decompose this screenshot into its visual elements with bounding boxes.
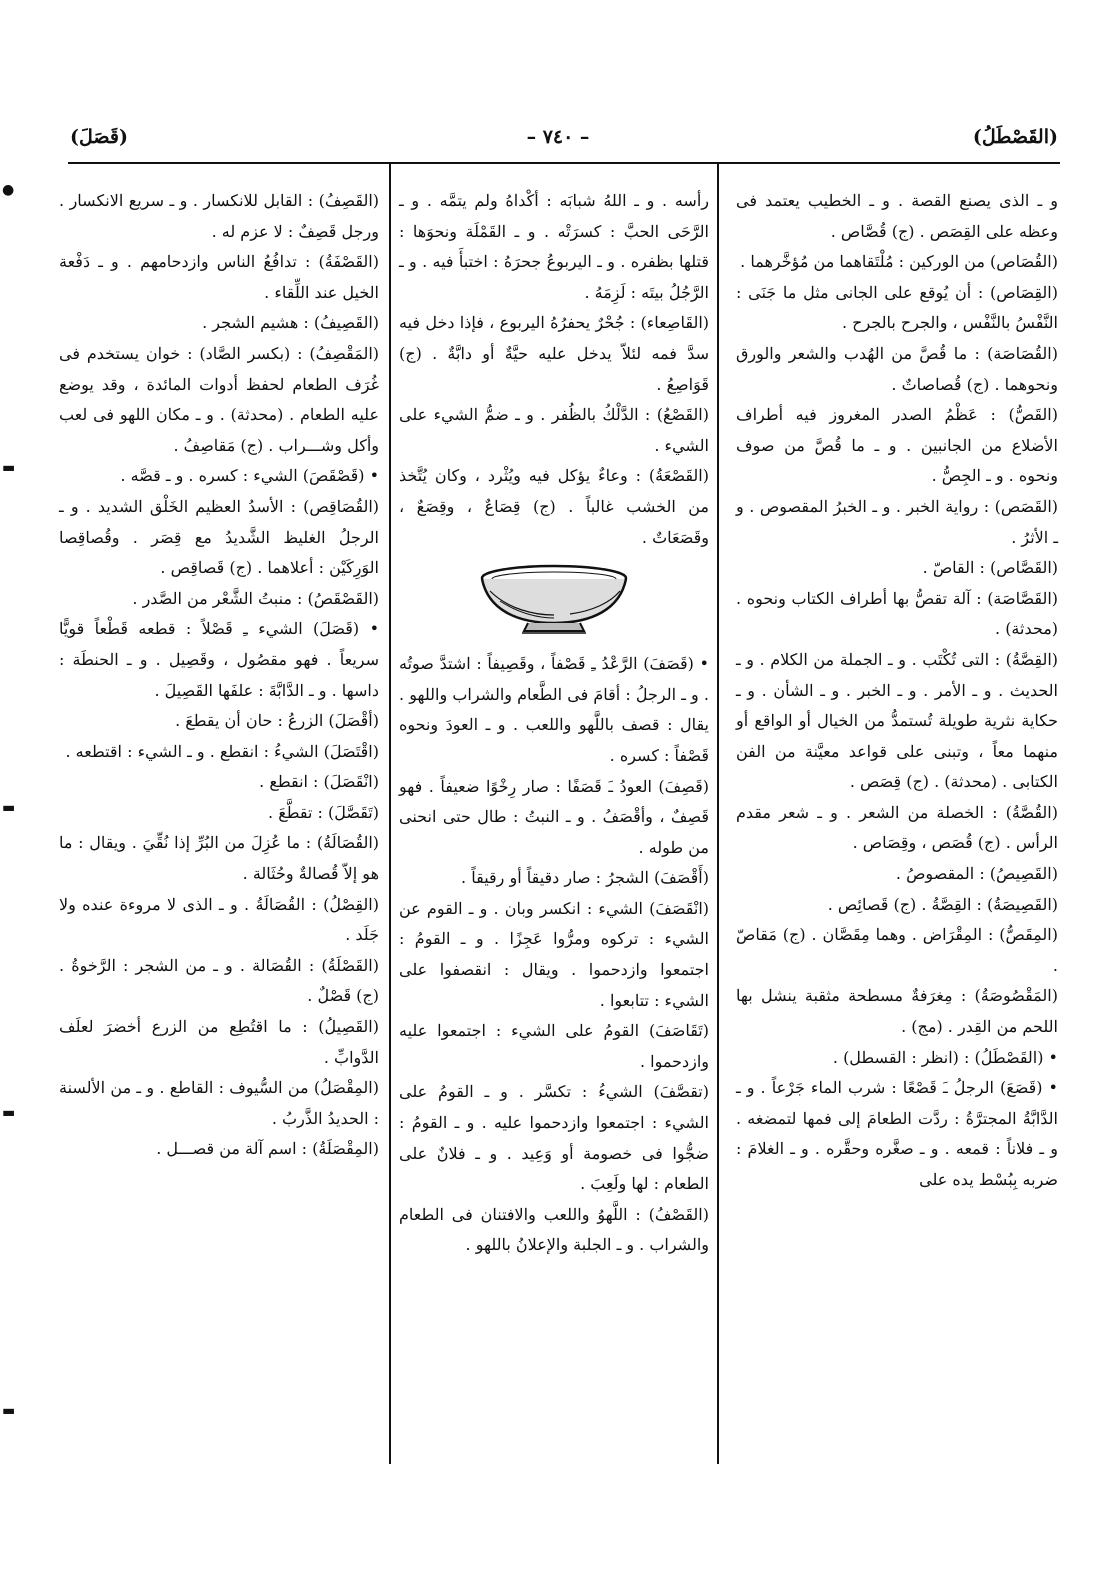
entry: (قَصِفَ) العودُ ـَ قَصَفًا : صار رِخْوًا ضعيفاً . فهو قَصِفٌ ، وأقْصَفُ . و ـ النبتُ : طال حتى انحنى من طوله . — [399, 776, 709, 857]
entry: (القِصَّةُ) : التى تُكْتَب . و ـ الجملة من الكلام . و ـ الحديث . و ـ الأمر . و ـ الخبر . و ـ الشأن . و ـ حكاية نثرية طويلة تُستمدُّ من الخيال أو الواقع أو منهما معاً ، وتبنى على قواعد معيَّنة من الفن الكتابى . (محدثة) . (ج) قِصَص . — [736, 649, 1058, 792]
entry: (القَصِيلُ) : ما اقتُطِع من الزرع أخضرَ لعلَف الدَّوابِّ . — [59, 1017, 379, 1067]
entry: و ـ الذى يصنع القصة . و ـ الخطيب يعتمد فى وعظه على القِصَص . (ج) قُصَّاص . — [736, 191, 1058, 241]
margin-mark: ● — [2, 182, 15, 198]
entry: (القَصْعَةُ) : وعاءٌ يؤكل فيه ويُثْرد ، وكان يُتَّخذ من الخشب غالباً . (ج) قِصَاعٌ ، وقِصَعٌ ، وقَصَعَاتٌ . — [399, 466, 709, 547]
entry: (انْقَصَفَ) الشيء : انكسر وبان . و ـ القوم عن الشيء : تركوه ومرُّوا عَجِزًا . و ـ القومُ : اجتمعوا وازدحموا . ويقال : انقصفوا على الشيء : تتابعوا . — [399, 898, 709, 1010]
column-middle — [399, 186, 709, 1261]
column-divider-right — [717, 164, 719, 1464]
bowl-illustration — [474, 561, 634, 639]
entry: (تَقَاصَفَ) القومُ على الشيء : اجتمعوا عليه وازدحموا . — [399, 1021, 709, 1071]
entry: (تقصَّفَ) الشيءُ : تكسَّر . و ـ القومُ على الشيء : اجتمعوا وازدحموا عليه . و ـ القومُ : ضجُّوا فى خصومة أو وَعِيد . و ـ فلانٌ على الطعام : لها ولَعِبَ . — [399, 1082, 709, 1194]
entry: • (قَصْقَصَ) الشيء : كسره . و ـ قصَّه . — [120, 466, 379, 486]
entry: (القَصِيصَةُ) : القِصَّةُ . (ج) قَصائِص . — [827, 894, 1058, 914]
entry: (القِصَاص) : أن يُوقع على الجانى مثل ما جَنَى : النَّفْسُ بالنَّفْس ، والجرح بالجرح . — [736, 282, 1058, 333]
entry: (القَصْفَةُ) : تدافُعُ الناس وازدحامهم . و ـ دَفْعة الخيل عند اللِّقاء . — [59, 252, 379, 302]
page-number: – ٧٤٠ – — [526, 126, 590, 148]
entry: (القُصَاص) من الوركين : مُلْتَقاهما من مُؤخَّرهما . — [740, 252, 1058, 272]
entry: (المِقَصُّ) : المِقْرَاض . وهما مِقَصَّان . (ج) مَقاصّ . — [736, 925, 1058, 975]
entry: (المِقْصَلَةُ) : اسم آلة من قصـــل . — [156, 1139, 379, 1159]
entry: (القَصْلَةُ) : القُصَالة . و ـ من الشجر : الرَّخوةُ . (ج) قَصْلٌ . — [59, 955, 379, 1006]
entry: (القَصِفُ) : القابل للانكسار . و ـ سريع الانكسار . ورجل قَصِفٌ : لا عزم له . — [59, 191, 379, 241]
header-left-entry: (قَصَلَ) — [70, 126, 128, 148]
entry: • (قَصَفَ) الرَّعْدُ ـِ قَصْفاً ، وقَصِيفاً : اشتدَّ صوتُه . و ـ الرجلُ : أقامَ فى الطَّعام والشراب واللهو . يقال : قصف باللَّهو واللعب . و ـ العودَ ونحوه قَصْفاً : كسره . — [399, 654, 709, 765]
entry: (القَاصِعاء) : جُحْرٌ يحفرُهُ اليربوع ، فإذا دخل فيه سدَّ فمه لئلاّ يدخل عليه حيَّةٌ أو دابَّةٌ . (ج) قَوَاصِعُ . — [399, 313, 709, 394]
margin-mark: ▬ — [2, 800, 16, 816]
entry: رأسه . و ـ اللهُ شبابَه : أكْداهُ ولم يتمَّه . و ـ الرَّحَى الحبَّ : كسرَتْه . و ـ القَمْلَة ونحوَها : قتلها بظفره . و ـ اليربوعُ جحرَهُ : اختبأَ فيه . و ـ الرَّجُلُ بيتَه : لَزِمَهُ . — [399, 191, 709, 302]
entry: (تَقَصَّلَ) : تقطَّعَ . — [268, 802, 379, 822]
entry: • (قَصَعَ) الرجلُ ـَ قَصْعًا : شرب الماء جَرْعاً . و ـ الدَّابَّةُ المجترَّةُ : ردَّت الطعامَ إلى فمها لتمضغه . و ـ فلاناً : قمعه . و ـ صغَّره وحقَّره . و ـ الغلامَ : ضربه بِبُسْط يده على — [736, 1078, 1058, 1189]
entry: (القَصَّاص) : القاصّ . — [922, 558, 1058, 578]
header-right-entry: (القَصْطَلُ) — [972, 126, 1058, 148]
entry: (القَصِيصُ) : المقصوصُ . — [895, 864, 1058, 884]
entry: • (القَصْطَلُ) : (انظر : القسطل) . — [832, 1047, 1058, 1067]
entry: (القَصِيفُ) : هشيم الشجر . — [202, 313, 379, 333]
entry: (القَصَّاصَة) : آلة تقصُّ بها أطراف الكتاب ونحوه . (محدثة) . — [736, 588, 1058, 639]
entry: (القُصَاصَة) : ما قُصَّ من الهُدب والشعر والورق ونحوهما . (ج) قُصاصاتٌ . — [736, 343, 1058, 394]
entry: • (قَصَلَ) الشيء ـِ قَصْلاً : قطعه قَطْعاً قويًّا سريعاً . فهو مقصُول ، وقَصِيل . و ـ الحنطَة : داسها . و ـ الدَّابَّةَ : علفَها القَصِيلَ . — [59, 619, 379, 700]
entry: (القَصَص) : رواية الخبر . و ـ الخبرُ المقصوص . و ـ الأثرُ . — [736, 496, 1058, 547]
entry: (القَصْفُ) : اللَّهوُ واللعب والافتنان فى الطعام والشراب . و ـ الجلبة والإعلانُ باللهو . — [399, 1204, 709, 1255]
entry: (المَقْصُوصَةُ) : مِغرَفةٌ مسطحة مثقبة ينشل بها اللحم من القِدر . (مج) . — [736, 986, 1058, 1037]
entry: (اقْتَصَلَ) الشيءُ : انقطع . و ـ الشيء : اقتطعه . — [65, 741, 379, 761]
entry: (القَصْقَصُ) : منبتُ الشَّعْر من الصَّدر . — [132, 588, 379, 608]
column-right — [736, 186, 1058, 1196]
entry: (القِصْلُ) : القُصَالَةُ . و ـ الذى لا مروءة عنده ولا جَلَد . — [59, 894, 379, 945]
entry: (المَقْصِفُ) : (بكسر الصَّاد) : خوان يستخدم فى غُرَف الطعام لحفظ أدوات المائدة ، وقد يوضع عليه الطعام . (محدثة) . و ـ مكان اللهو فى لعب وأكل وشـــراب . (ج) مَقاصِفُ . — [59, 343, 379, 455]
margin-mark: ▬ — [2, 1403, 16, 1419]
entry: (المِقْصَلُ) من السُّيوف : القاطع . و ـ من الألسنة : الحديدُ الذَّربُ . — [59, 1078, 379, 1128]
entry: (القُصَالَةُ) : ما عُزِلَ من البُرِّ إذا نُقِّيَ . ويقال : ما هو إلاّ قُصالةٌ وحُثَالة . — [59, 833, 379, 884]
margin-mark: ▬ — [2, 460, 16, 476]
header-rule — [68, 162, 1060, 164]
entry: (أَقْصَفَ) الشجرُ : صار دقيقاً أو رقيقاً . — [461, 868, 709, 888]
entry: (القَصْعُ) : الدَّلْكُ بالظُفر . و ـ ضمُّ الشيء على الشيء . — [399, 405, 709, 455]
margin-mark: ▬ — [2, 1105, 16, 1121]
entry: (انْقَصَلَ) : انقطع . — [259, 772, 379, 792]
column-left — [59, 186, 379, 1165]
entry: (القُصَاقِص) : الأسدُ العظيم الخَلْق الشديد . و ـ الرجلُ الغليظ الشَّديدُ مع قِصَر . وقُصاقِصا الوَرِكَيْن : أعلاهما . (ج) قَصاقِص . — [59, 496, 379, 578]
column-divider-left — [389, 164, 391, 1464]
entry: (القُصَّةُ) : الخصلة من الشعر . و ـ شعر مقدم الرأس . (ج) قُصَص ، وقِصَاص . — [736, 802, 1058, 853]
entry: (أقْصَلَ) الزرعُ : حان أن يقطعَ . — [175, 711, 379, 731]
entry: (القَصُّ) : عَظْمُ الصدر المغروز فيه أطراف الأضلاع من الجانبين . و ـ ما قُصَّ من صوف ونحوه . و ـ الجِصُّ . — [736, 405, 1058, 486]
